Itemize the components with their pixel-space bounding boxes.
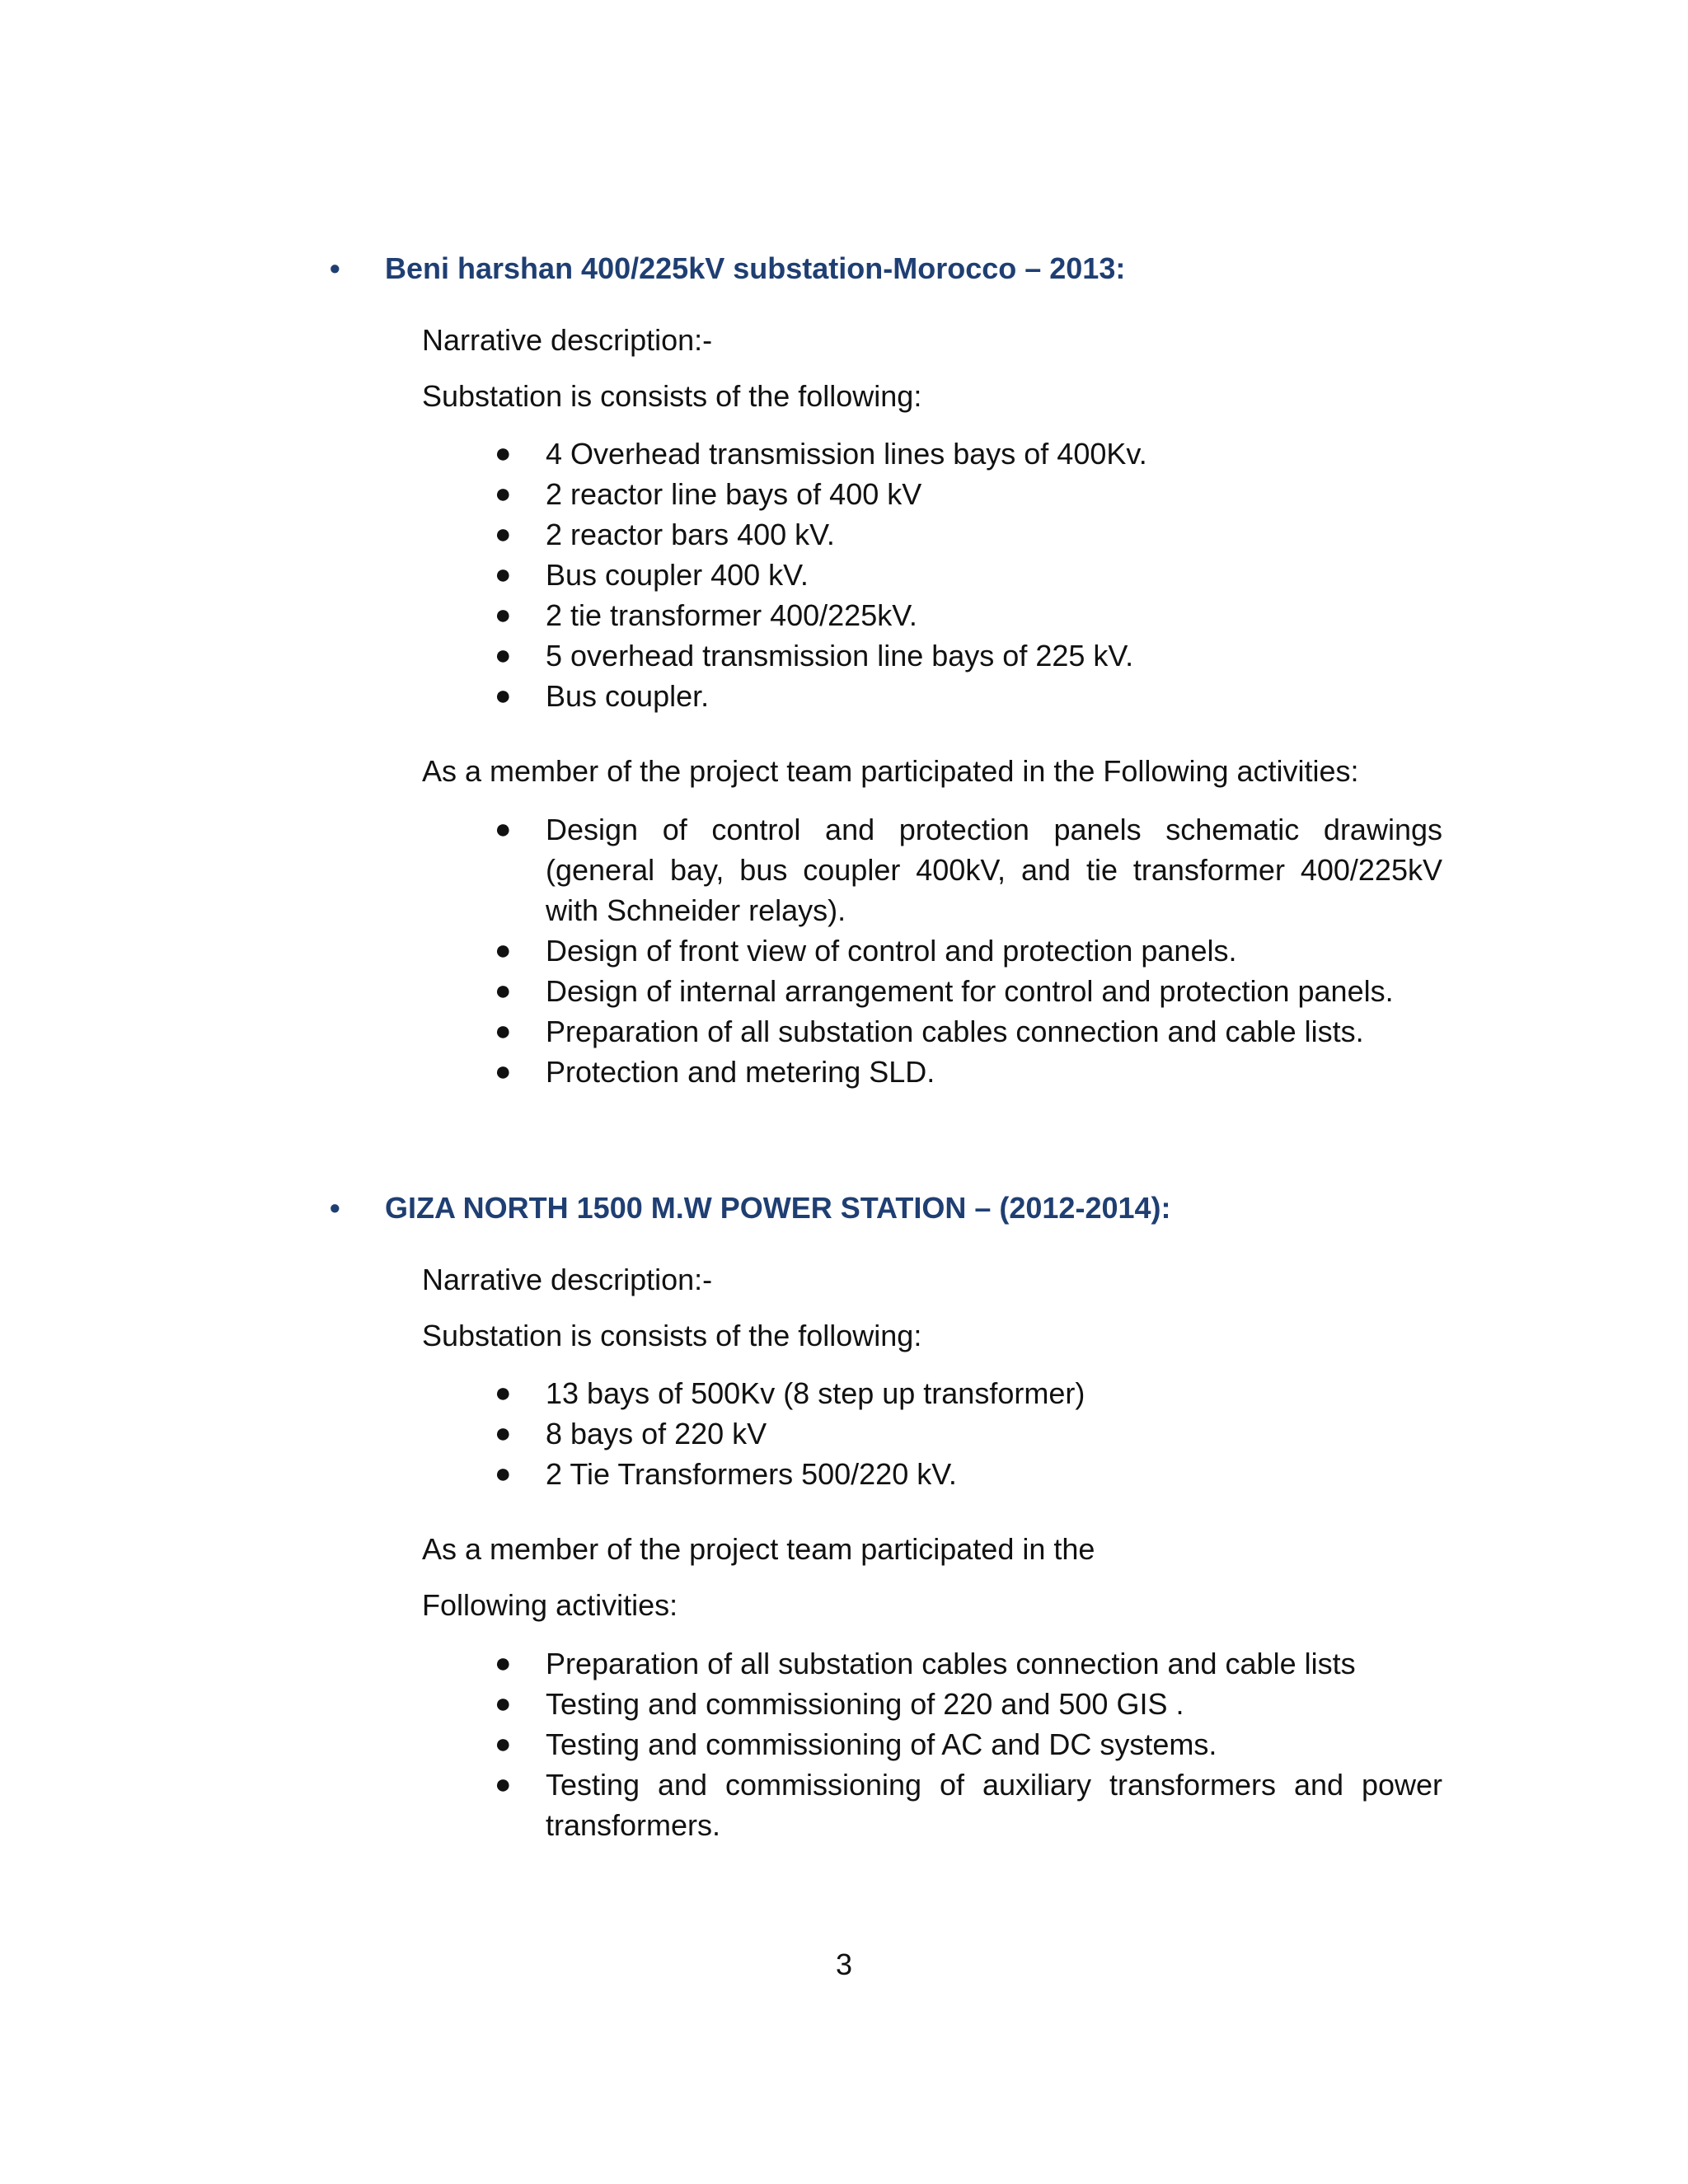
bullet-icon: ●: [495, 1377, 512, 1408]
bullet-icon: ●: [495, 813, 512, 845]
narrative-label: Narrative description:-: [422, 1263, 713, 1296]
list-item: ● 8 bays of 220 kV: [546, 1413, 1442, 1454]
project-section-giza-north: [330, 1190, 1442, 1845]
list-item: ● Design of control and protection panels schematic drawings (general bay, bus coupler 400kV, and tie transformer 400/225kV with Schneider relays).: [546, 809, 1442, 930]
list-item: ● Testing and commissioning of 220 and 500 GIS .: [546, 1684, 1442, 1724]
activities-list: [495, 809, 1442, 1092]
section-heading: [330, 1190, 1442, 1226]
consists-label: Substation is consists of the following:: [422, 1319, 922, 1352]
bullet-icon: ●: [495, 1015, 512, 1047]
list-item: ● 2 tie transformer 400/225kV.: [546, 595, 1442, 635]
list-item: ● 2 Tie Transformers 500/220 kV.: [546, 1454, 1442, 1494]
section-heading-text: Beni harshan 400/225kV substation-Morocco – 2013:: [385, 251, 1126, 285]
list-item: ● Bus coupler.: [546, 676, 1442, 716]
list-item: ● 2 reactor line bays of 400 kV: [546, 474, 1442, 514]
list-item: ● Bus coupler 400 kV.: [546, 555, 1442, 595]
bullet-icon: ●: [495, 1647, 512, 1679]
bullet-icon: ●: [495, 599, 512, 630]
list-item: ● Preparation of all substation cables connection and cable lists.: [546, 1011, 1442, 1052]
bullet-icon: •: [330, 251, 340, 285]
section-heading: [330, 251, 1442, 287]
bullet-icon: ●: [495, 478, 512, 509]
components-list: [495, 1373, 1442, 1494]
activities-label-line1: As a member of the project team participated in the: [422, 1532, 1095, 1566]
list-item: ● Protection and metering SLD.: [546, 1052, 1442, 1092]
list-item: ● Design of internal arrangement for control and protection panels.: [546, 971, 1442, 1011]
bullet-icon: ●: [495, 680, 512, 711]
list-item: ● Preparation of all substation cables connection and cable lists: [546, 1643, 1442, 1684]
section-heading-text: GIZA NORTH 1500 M.W POWER STATION – (2012-2014):: [385, 1191, 1171, 1225]
activities-label: As a member of the project team participated in the Following activities:: [422, 754, 1359, 788]
components-list: [495, 434, 1442, 716]
bullet-icon: ●: [495, 1769, 512, 1800]
bullet-icon: ●: [495, 975, 512, 1006]
list-item: ● Testing and commissioning of auxiliary transformers and power transformers.: [546, 1765, 1442, 1845]
bullet-icon: ●: [495, 1728, 512, 1760]
bullet-icon: ●: [495, 640, 512, 671]
list-item: ● Testing and commissioning of AC and DC systems.: [546, 1724, 1442, 1765]
project-section-beni-harshan: [330, 251, 1442, 1092]
bullet-icon: ●: [495, 1458, 512, 1489]
bullet-icon: ●: [495, 559, 512, 590]
bullet-icon: ●: [495, 935, 512, 966]
bullet-icon: ●: [495, 1418, 512, 1449]
list-item: ● 2 reactor bars 400 kV.: [546, 514, 1442, 555]
bullet-icon: ●: [495, 1056, 512, 1087]
page-number: 3: [835, 1947, 853, 1981]
consists-label: Substation is consists of the following:: [422, 379, 922, 413]
bullet-icon: ●: [495, 438, 512, 469]
activities-label-line2: Following activities:: [422, 1588, 678, 1622]
bullet-icon: ●: [495, 518, 512, 550]
list-item: ● 13 bays of 500Kv (8 step up transformer): [546, 1373, 1442, 1413]
narrative-label: Narrative description:-: [422, 323, 713, 357]
list-item: ● 5 overhead transmission line bays of 225 kV.: [546, 635, 1442, 676]
list-item: ● Design of front view of control and protection panels.: [546, 930, 1442, 971]
bullet-icon: •: [330, 1191, 340, 1225]
bullet-icon: ●: [495, 1688, 512, 1719]
list-item: ● 4 Overhead transmission lines bays of 400Kv.: [546, 434, 1442, 474]
activities-list: [495, 1643, 1442, 1845]
